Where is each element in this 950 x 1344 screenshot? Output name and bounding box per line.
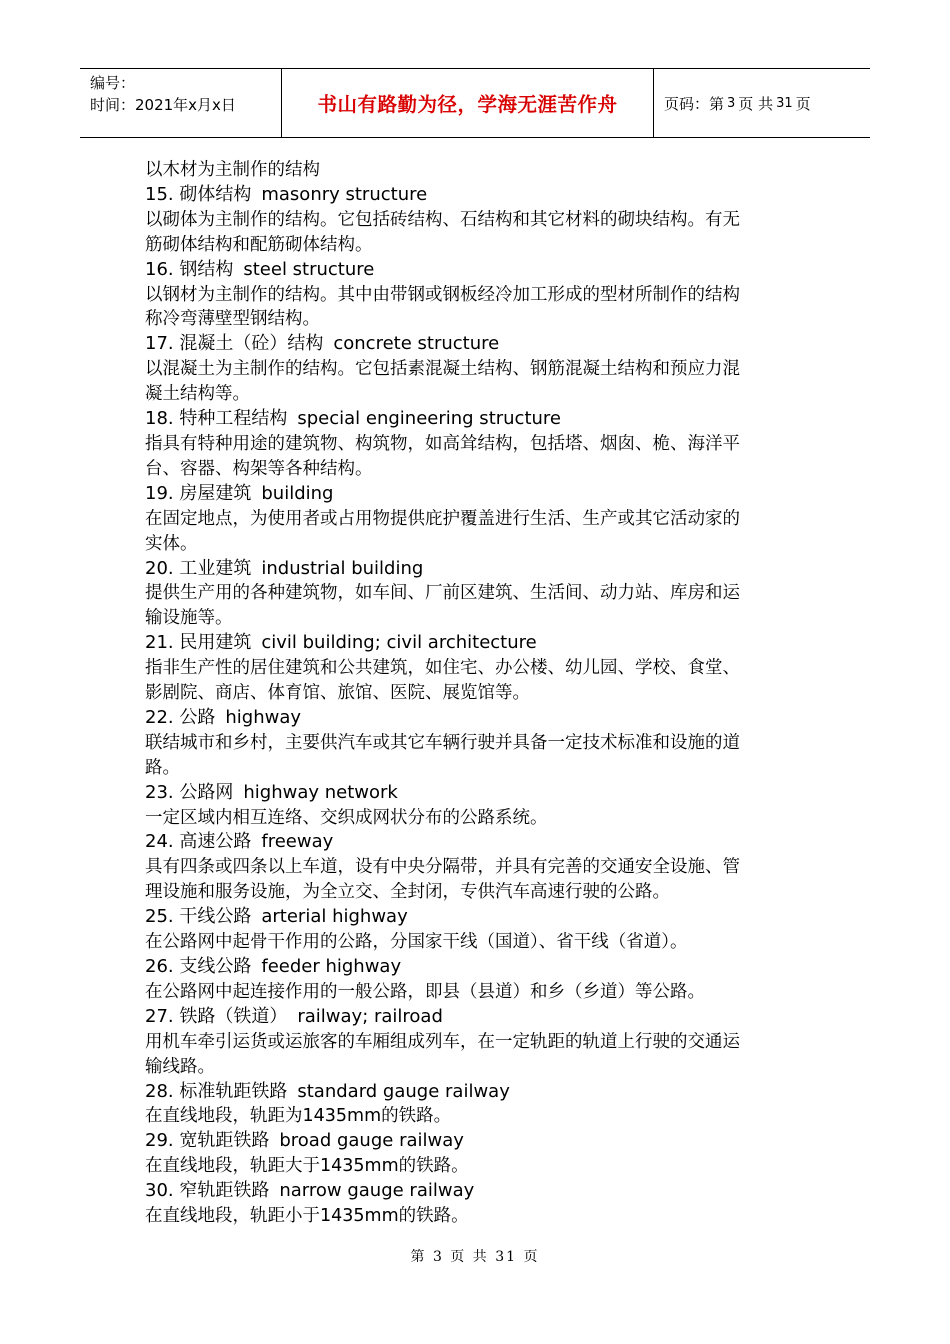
definition-line: 路。 bbox=[145, 757, 180, 778]
definition-line: 在直线地段，轨距大于1435mm的铁路。 bbox=[145, 1156, 469, 1177]
term-chinese: 15. 砌体结构 bbox=[145, 183, 252, 205]
definition-line: 在公路网中起骨干作用的公路，分国家干线（国道）、省干线（省道）。 bbox=[145, 932, 688, 953]
term-heading bbox=[145, 955, 815, 980]
term-heading bbox=[145, 830, 815, 855]
term-english: feeder highway bbox=[261, 956, 402, 977]
page-footer: 第 3 页 共 31 页 bbox=[410, 1249, 540, 1265]
term-heading bbox=[145, 706, 815, 731]
term-heading bbox=[145, 1005, 815, 1030]
term-english: standard gauge railway bbox=[297, 1080, 510, 1102]
term-chinese: 27. 铁路（铁道） bbox=[145, 1005, 288, 1027]
term-chinese: 23. 公路网 bbox=[145, 781, 234, 803]
term-chinese: 21. 民用建筑 bbox=[145, 632, 252, 654]
term-english: arterial highway bbox=[261, 906, 408, 928]
term-heading bbox=[145, 905, 815, 930]
term-chinese: 30. 窄轨距铁路 bbox=[145, 1180, 270, 1202]
definition-line: 以木材为主制作的结构 bbox=[145, 160, 320, 180]
term-heading bbox=[145, 482, 815, 507]
definition-line: 称冷弯薄壁型钢结构。 bbox=[145, 309, 320, 330]
page-mid: 页 共 bbox=[738, 94, 774, 113]
term-chinese: 17. 混凝土（砼）结构 bbox=[145, 333, 324, 355]
definition-line: 以砌体为主制作的结构。它包括砖结构、石结构和其它材料的砌块结构。有无 bbox=[145, 209, 740, 230]
term-chinese: 29. 宽轨距铁路 bbox=[145, 1130, 270, 1152]
term-english: steel structure bbox=[243, 258, 375, 280]
term-chinese: 18. 特种工程结构 bbox=[145, 408, 288, 430]
term-english: freeway bbox=[261, 831, 334, 853]
definition-line: 指非生产性的居住建筑和公共建筑，如住宅、办公楼、幼儿园、学校、食堂、 bbox=[145, 658, 740, 679]
definition-line: 理设施和服务设施，为全立交、全封闭，专供汽车高速行驶的公路。 bbox=[145, 882, 670, 903]
document-body bbox=[145, 158, 815, 1229]
term-english: broad gauge railway bbox=[279, 1130, 464, 1152]
page-header bbox=[80, 68, 870, 138]
definition-line: 指具有特种用途的建筑物、构筑物，如高耸结构，包括塔、烟囱、桅、海洋平 bbox=[145, 433, 740, 454]
term-english: highway bbox=[225, 706, 302, 728]
term-chinese: 28. 标准轨距铁路 bbox=[145, 1080, 288, 1102]
definition-line: 以混凝土为主制作的结构。它包括素混凝土结构、钢筋混凝土结构和预应力混 bbox=[145, 359, 740, 380]
term-chinese: 25. 干线公路 bbox=[145, 906, 252, 928]
definition-line: 用机车牵引运货或运旅客的车厢组成列车，在一定轨距的轨道上行驶的交通运 bbox=[145, 1031, 740, 1052]
term-english: highway network bbox=[243, 781, 398, 803]
term-english: railway; railroad bbox=[297, 1005, 443, 1027]
page-current: 3 bbox=[727, 95, 736, 111]
term-english: concrete structure bbox=[333, 333, 500, 355]
motto: 书山有路勤为径，学海无涯苦作舟 bbox=[317, 93, 618, 116]
page-prefix: 页码：第 bbox=[664, 94, 725, 113]
definition-line: 凝土结构等。 bbox=[145, 384, 250, 405]
definition-line: 筋砌体结构和配筋砌体结构。 bbox=[145, 234, 373, 255]
definition-line: 在公路网中起连接作用的一般公路，即县（县道）和乡（乡道）等公路。 bbox=[145, 981, 705, 1002]
term-heading bbox=[145, 631, 815, 656]
term-chinese: 20. 工业建筑 bbox=[145, 557, 252, 579]
time-label: 时间：2021年x月x日 bbox=[90, 96, 236, 114]
term-english: civil building; civil architecture bbox=[261, 632, 537, 654]
definition-line: 具有四条或四条以上车道，设有中央分隔带，并具有完善的交通安全设施、管 bbox=[145, 857, 740, 878]
page-total: 31 bbox=[776, 95, 793, 111]
term-english: masonry structure bbox=[261, 183, 428, 205]
term-chinese: 16. 钢结构 bbox=[145, 258, 234, 280]
term-chinese: 22. 公路 bbox=[145, 706, 216, 728]
definition-line: 在固定地点，为使用者或占用物提供庇护覆盖进行生活、生产或其它活动家的 bbox=[145, 508, 740, 529]
term-chinese: 19. 房屋建筑 bbox=[145, 482, 252, 504]
page-suffix: 页 bbox=[795, 94, 811, 113]
definition-line: 一定区域内相互连络、交织成网状分布的公路系统。 bbox=[145, 807, 548, 828]
term-heading bbox=[145, 332, 815, 357]
definition-line: 在直线地段，轨距小于1435mm的铁路。 bbox=[145, 1206, 469, 1227]
term-heading bbox=[145, 258, 815, 283]
definition-line: 联结城市和乡村，主要供汽车或其它车辆行驶并具备一定技术标准和设施的道 bbox=[145, 732, 740, 753]
term-english: building bbox=[261, 482, 334, 504]
term-english: industrial building bbox=[261, 557, 424, 579]
term-heading bbox=[145, 781, 815, 806]
term-heading bbox=[145, 1129, 815, 1154]
term-chinese: 24. 高速公路 bbox=[145, 831, 252, 853]
term-english: narrow gauge railway bbox=[279, 1180, 475, 1202]
header-meta bbox=[80, 69, 282, 137]
header-motto-cell bbox=[282, 69, 654, 137]
definition-line: 提供生产用的各种建筑物，如车间、厂前区建筑、生活间、动力站、库房和运 bbox=[145, 583, 740, 604]
definition-line: 实体。 bbox=[145, 533, 198, 554]
definition-line: 台、容器、构架等各种结构。 bbox=[145, 458, 373, 479]
term-english: special engineering structure bbox=[297, 408, 561, 430]
definition-line: 在直线地段，轨距为1435mm的铁路。 bbox=[145, 1106, 452, 1127]
term-heading bbox=[145, 557, 815, 582]
definition-line: 输线路。 bbox=[145, 1056, 215, 1077]
definition-line: 输设施等。 bbox=[145, 608, 233, 629]
page-indicator bbox=[654, 69, 870, 137]
term-heading bbox=[145, 1179, 815, 1204]
term-chinese: 26. 支线公路 bbox=[145, 956, 252, 977]
definition-line: 影剧院、商店、体育馆、旅馆、医院、展览馆等。 bbox=[145, 683, 530, 704]
term-heading bbox=[145, 407, 815, 432]
term-heading bbox=[145, 183, 815, 208]
term-heading bbox=[145, 1080, 815, 1105]
code-label: 编号： bbox=[90, 74, 136, 92]
definition-line: 以钢材为主制作的结构。其中由带钢或钢板经冷加工形成的型材所制作的结构 bbox=[145, 284, 740, 305]
